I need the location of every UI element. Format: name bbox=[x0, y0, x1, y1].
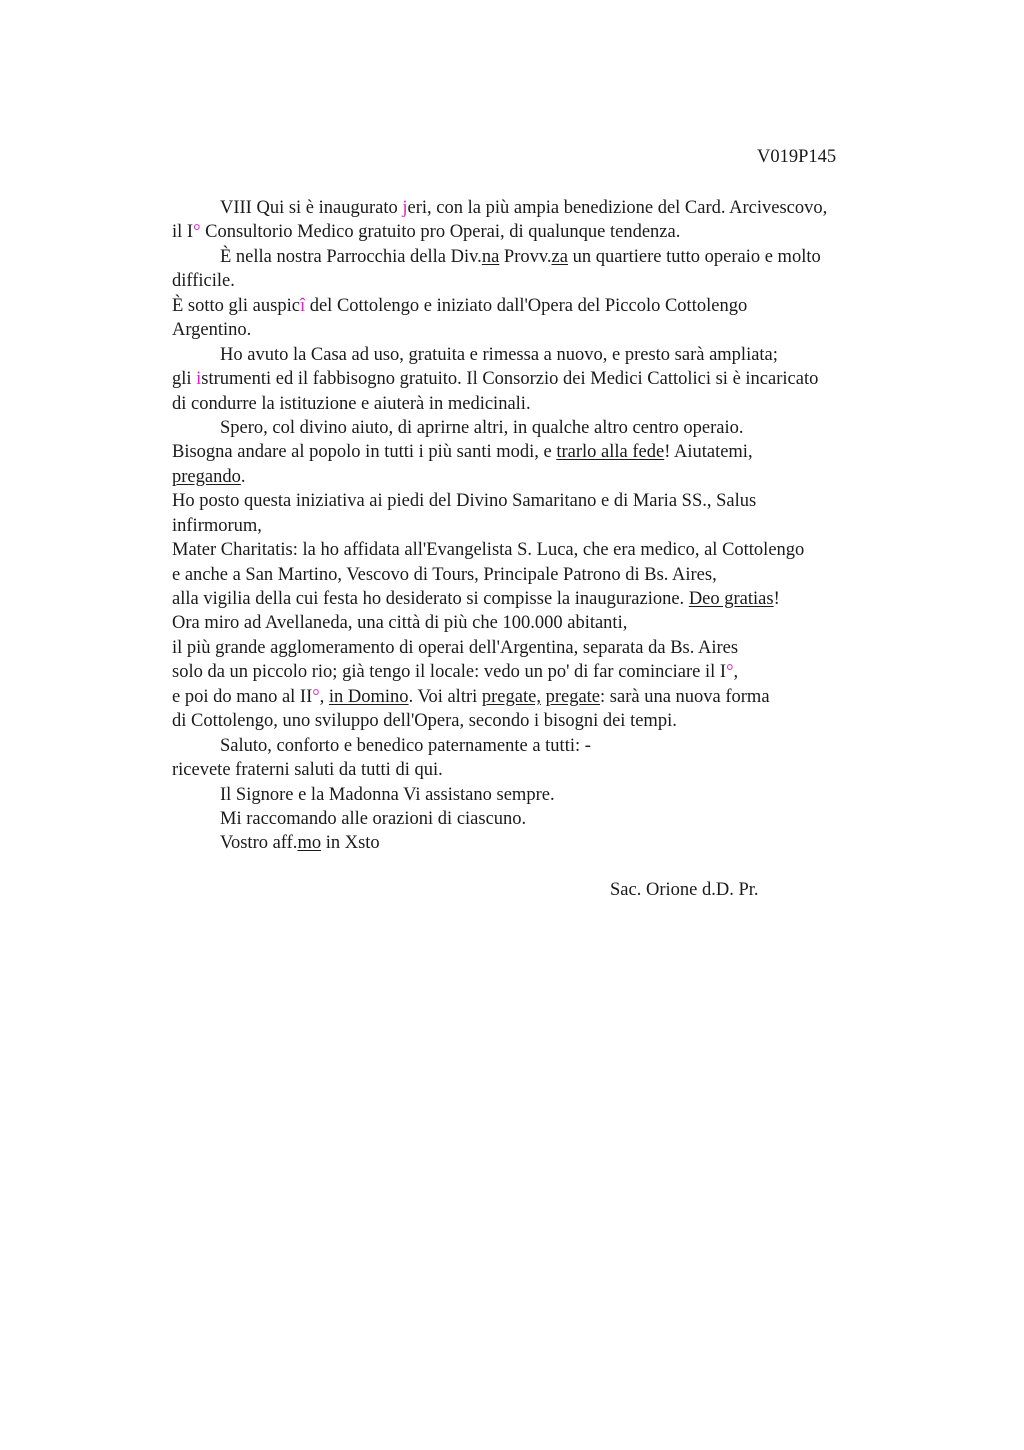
text-segment: di condurre la istituzione e aiuterà in medicinali. bbox=[172, 393, 531, 414]
text-segment: , bbox=[733, 662, 739, 683]
text-segment: di Cottolengo, uno sviluppo dell'Opera, secondo i bisogni dei tempi. bbox=[172, 711, 677, 732]
underlined-text: za bbox=[551, 246, 568, 267]
text-segment: Il Signore e la Madonna Vi assistano sempre. bbox=[220, 784, 555, 805]
underlined-text: pregate, bbox=[481, 686, 541, 707]
text-segment: Argentino. bbox=[172, 320, 252, 341]
highlighted-mark: i bbox=[196, 369, 202, 390]
text-segment: eri, con la più ampia benedizione del Card. Arcivescovo, bbox=[407, 198, 828, 218]
text-line bbox=[172, 611, 912, 635]
text-segment: , bbox=[319, 686, 329, 707]
highlighted-mark: ° bbox=[312, 686, 320, 707]
text-segment: infirmorum, bbox=[172, 515, 262, 536]
text-segment: È sotto gli auspic bbox=[172, 295, 300, 316]
text-segment: del Cottolengo e iniziato dall'Opera del Piccolo Cottolengo bbox=[305, 295, 748, 316]
highlighted-mark: ° bbox=[726, 662, 734, 683]
text-line bbox=[172, 489, 912, 513]
text-segment: Provv. bbox=[499, 246, 552, 267]
text-segment: strumenti ed il fabbisogno gratuito. Il Consorzio dei Medici Cattolici si è incaricato bbox=[201, 369, 819, 390]
text-line bbox=[172, 269, 912, 293]
text-segment: difficile. bbox=[172, 271, 235, 292]
underlined-text: pregate bbox=[545, 686, 601, 707]
text-line bbox=[172, 563, 912, 587]
text-segment: VIII Qui si è inaugurato bbox=[220, 198, 403, 218]
text-segment: Ho avuto la Casa ad uso, gratuita e rimessa a nuovo, e presto sarà ampliata; bbox=[220, 344, 778, 365]
underlined-text: mo bbox=[297, 833, 322, 854]
text-segment: . Voi altri bbox=[408, 686, 482, 707]
text-segment: Ora miro ad Avellaneda, una città di più che 100.000 abitanti, bbox=[172, 613, 628, 634]
text-segment: e poi do mano al II bbox=[172, 686, 313, 707]
underlined-text: na bbox=[481, 246, 500, 267]
text-line bbox=[172, 220, 912, 244]
text-line bbox=[172, 416, 912, 440]
text-segment: Mater Charitatis: la ho affidata all'Evangelista S. Luca, che era medico, al Cottolengo bbox=[172, 540, 805, 561]
text-segment: ! bbox=[773, 589, 780, 609]
text-segment: Spero, col divino aiuto, di aprirne altri, in qualche altro centro operaio. bbox=[220, 417, 744, 438]
text-line bbox=[172, 831, 912, 855]
text-segment: ! Aiutatemi, bbox=[664, 442, 753, 463]
text-line bbox=[172, 734, 912, 758]
text-segment: Consultorio Medico gratuito pro Operai, di qualunque tendenza. bbox=[200, 222, 681, 243]
text-line bbox=[172, 587, 912, 611]
text-segment: Bisogna andare al popolo in tutti i più santi modi, e bbox=[172, 442, 557, 463]
text-line bbox=[172, 660, 912, 684]
underlined-text: Deo gratias bbox=[688, 589, 774, 609]
text-segment: in Xsto bbox=[321, 833, 380, 854]
text-line bbox=[172, 440, 912, 464]
text-line bbox=[172, 392, 912, 416]
text-segment: Mi raccomando alle orazioni di ciascuno. bbox=[220, 808, 527, 829]
text-line bbox=[172, 245, 912, 269]
text-segment: Saluto, conforto e benedico paternamente a tutti: - bbox=[220, 735, 591, 756]
text-line bbox=[172, 709, 912, 733]
text-segment: ricevete fraterni saluti da tutti di qui. bbox=[172, 760, 443, 781]
text-segment: . bbox=[240, 466, 246, 487]
page-reference: V019P145 bbox=[757, 147, 837, 167]
letter-body bbox=[172, 196, 912, 856]
text-line bbox=[172, 367, 912, 391]
text-line bbox=[172, 636, 912, 660]
text-line bbox=[172, 685, 912, 709]
text-line bbox=[172, 343, 912, 367]
text-segment: e anche a San Martino, Vescovo di Tours, Principale Patrono di Bs. Aires, bbox=[172, 564, 717, 585]
text-segment: il più grande agglomeramento di operai dell'Argentina, separata da Bs. Aires bbox=[172, 637, 739, 658]
text-segment: gli bbox=[172, 369, 197, 390]
underlined-text: pregando bbox=[172, 466, 241, 487]
text-segment: alla vigilia della cui festa ho desiderato si compisse la inaugurazione. bbox=[172, 589, 689, 609]
text-line bbox=[172, 318, 912, 342]
text-line bbox=[172, 807, 912, 831]
text-line bbox=[172, 538, 912, 562]
text-line bbox=[172, 465, 912, 489]
text-line bbox=[172, 294, 912, 318]
text-segment: : sarà una nuova forma bbox=[600, 686, 770, 707]
highlighted-mark: î bbox=[299, 295, 306, 316]
underlined-text: in Domino bbox=[328, 686, 409, 707]
highlighted-mark: ° bbox=[193, 222, 201, 243]
underlined-text: trarlo alla fede bbox=[556, 442, 665, 463]
text-line bbox=[172, 196, 912, 220]
text-line bbox=[172, 514, 912, 538]
text-segment: Vostro aff. bbox=[220, 833, 298, 854]
text-segment: il I bbox=[172, 222, 194, 243]
text-line bbox=[172, 758, 912, 782]
text-segment: solo da un piccolo rio; già tengo il locale: vedo un po' di far cominciare il I bbox=[172, 662, 727, 683]
text-line bbox=[172, 783, 912, 807]
text-segment: Ho posto questa iniziativa ai piedi del Divino Samaritano e di Maria SS., Salus bbox=[172, 491, 757, 512]
highlighted-mark: j bbox=[402, 198, 408, 218]
text-segment: È nella nostra Parrocchia della Div. bbox=[220, 246, 482, 267]
text-segment: un quartiere tutto operaio e molto bbox=[567, 246, 821, 267]
signature: Sac. Orione d.D. Pr. bbox=[610, 880, 759, 900]
